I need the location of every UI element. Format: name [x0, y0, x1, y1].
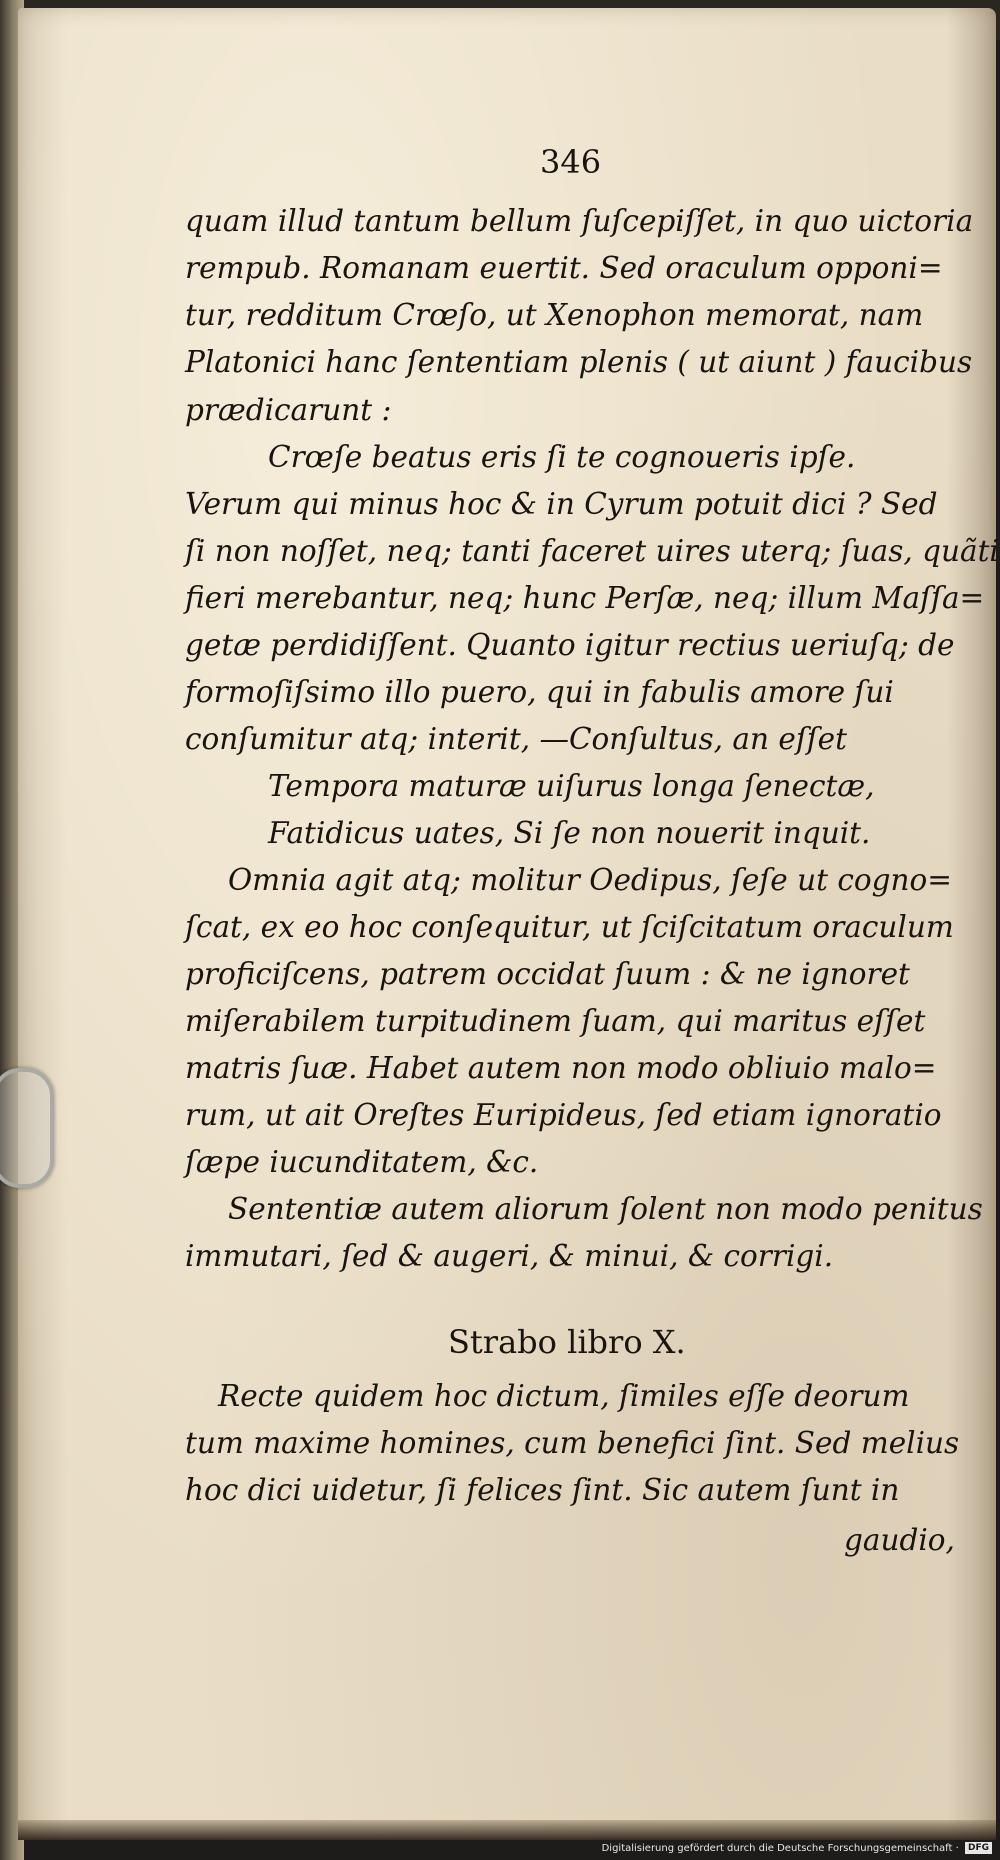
text-line: rum, ut ait Oreſtes Euripideus, ſed etiam ignoratio	[185, 1098, 942, 1132]
text-line: Recte quidem hoc dictum, ſimiles eſſe deorum	[218, 1379, 910, 1413]
text-line: Verum qui minus hoc & in Cyrum potuit dici ? Sed	[185, 487, 938, 521]
credit-text: Digitalisierung gefördert durch die Deutsche Forschungsgemeinschaft ·	[601, 1843, 959, 1854]
text-line: formoſiſsimo illo puero, qui in fabulis amore ſui	[185, 675, 894, 709]
text-line: tum maxime homines, cum benefici ſint. Sed melius	[185, 1426, 960, 1460]
text-line: fieri merebantur, neq; hunc Perſæ, neq; illum Maſſa=	[185, 581, 985, 615]
text-line: prædicarunt :	[185, 393, 392, 427]
text-line: rempub. Romanam euertit. Sed oraculum opponi=	[185, 251, 943, 285]
verse-line: Crœſe beatus eris ſi te cognoueris ipſe.	[268, 440, 856, 474]
text-line: miſerabilem turpitudinem ſuam, qui maritus eſſet	[185, 1004, 926, 1038]
text-line: conſumitur atq; interit, —Conſultus, an eſſet	[185, 722, 847, 756]
text-line: ſæpe iucunditatem, &c.	[185, 1145, 539, 1179]
verse-line: Tempora maturæ uiſurus longa ſenectæ,	[268, 769, 875, 803]
text-line: ſi non noſſet, neq; tanti faceret uires uterq; ſuas, quãti	[185, 534, 999, 568]
text-line: hoc dici uidetur, ſi felices ſint. Sic autem ſunt in	[185, 1473, 900, 1507]
text-line: proficiſcens, patrem occidat ſuum : & ne ignoret	[185, 957, 910, 991]
catchword: gaudio,	[844, 1523, 955, 1557]
text-line: ſcat, ex eo hoc conſequitur, ut ſciſcitatum oraculum	[185, 910, 954, 944]
text-line: Sententiæ autem aliorum ſolent non modo penitus	[228, 1192, 983, 1226]
text-line: immutari, ſed & augeri, & minui, & corrigi.	[185, 1239, 834, 1273]
section-heading: Strabo libro X.	[448, 1323, 686, 1361]
page-clip	[0, 1068, 54, 1188]
page-bottom-edge	[18, 1820, 996, 1840]
book-page	[18, 8, 999, 1840]
text-line: getæ perdidiſſent. Quanto igitur rectius ueriuſq; de	[185, 628, 955, 662]
text-line: matris ſuæ. Habet autem non modo obliuio malo=	[185, 1051, 937, 1085]
verse-line: Fatidicus uates, Si ſe non nouerit inquit.	[268, 816, 871, 850]
text-line: Omnia agit atq; molitur Oedipus, ſeſe ut cogno=	[228, 863, 953, 897]
text-line: tur, redditum Crœſo, ut Xenophon memorat, nam	[185, 298, 924, 332]
text-line: Platonici hanc ſententiam plenis ( ut aiunt ) faucibus	[185, 345, 973, 379]
digitization-credit	[602, 1842, 992, 1854]
text-line: quam illud tantum bellum ſuſcepiſſet, in quo uictoria	[185, 204, 974, 238]
dfg-logo: DFG	[965, 1842, 992, 1854]
page-number: 346	[540, 143, 602, 181]
